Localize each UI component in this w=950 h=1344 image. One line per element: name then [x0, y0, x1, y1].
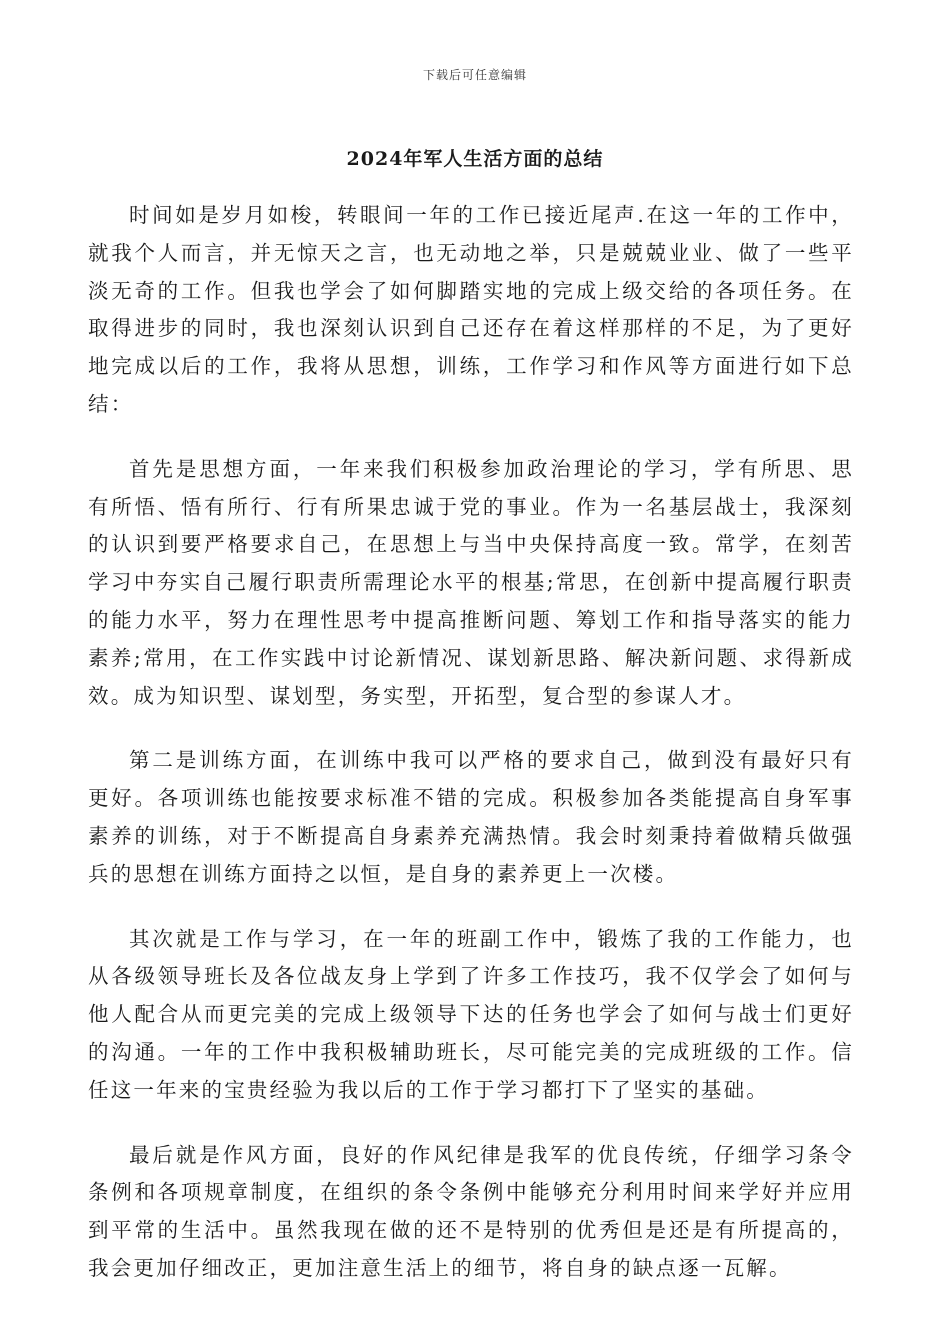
- paragraph-training: 第二是训练方面，在训练中我可以严格的要求自己，做到没有最好只有更好。各项训练也能按要求标准不错的完成。积极参加各类能提高自身军事素养的训练，对于不断提高自身素养充满热情。我会时刻秉持着做精兵做强兵的思想在训练方面持之以恒，是自身的素养更上一次楼。: [88, 748, 854, 886]
- paragraph-thought: 首先是思想方面，一年来我们积极参加政治理论的学习，学有所思、思有所悟、悟有所行、行有所果忠诚于党的事业。作为一名基层战士，我深刻的认识到要严格要求自己，在思想上与当中央保持高度一致。常学，在刻苦学习中夯实自己履行职责所需理论水平的根基;常思，在创新中提高履行职责的能力水平，努力在理性思考中提高推断问题、筹划工作和指导落实的能力素养;常用，在工作实践中讨论新情况、谋划新思路、解决新问题、求得新成效。成为知识型、谋划型，务实型，开拓型，复合型的参谋人才。: [88, 456, 854, 708]
- paragraph-intro: 时间如是岁月如梭，转眼间一年的工作已接近尾声.在这一年的工作中，就我个人而言，并无惊天之言，也无动地之举，只是兢兢业业、做了一些平淡无奇的工作。但我也学会了如何脚踏实地的完成上级交给的各项任务。在取得进步的同时，我也深刻认识到自己还存在着这样那样的不足，为了更好地完成以后的工作，我将从思想，训练，工作学习和作风等方面进行如下总结：: [88, 203, 854, 416]
- header-note: 下载后可任意编辑: [422, 68, 527, 82]
- page-title: 2024年军人生活方面的总结: [346, 148, 604, 170]
- paragraph-work-study: 其次就是工作与学习，在一年的班副工作中，锻炼了我的工作能力，也从各级领导班长及各位战友身上学到了许多工作技巧，我不仅学会了如何与他人配合从而更完美的完成上级领导下达的任务也学会了如何与战士们更好的沟通。一年的工作中我积极辅助班长，尽可能完美的完成班级的工作。信任这一年来的宝贵经验为我以后的工作于学习都打下了坚实的基础。: [88, 926, 854, 1102]
- paragraph-style: 最后就是作风方面，良好的作风纪律是我军的优良传统，仔细学习条令条例和各项规章制度，在组织的条令条例中能够充分利用时间来学好并应用到平常的生活中。虽然我现在做的还不是特别的优秀但是还是有所提高的，我会更加仔细改正，更加注意生活上的细节，将自身的缺点逐一瓦解。: [88, 1142, 854, 1280]
- document-body: [88, 197, 854, 1315]
